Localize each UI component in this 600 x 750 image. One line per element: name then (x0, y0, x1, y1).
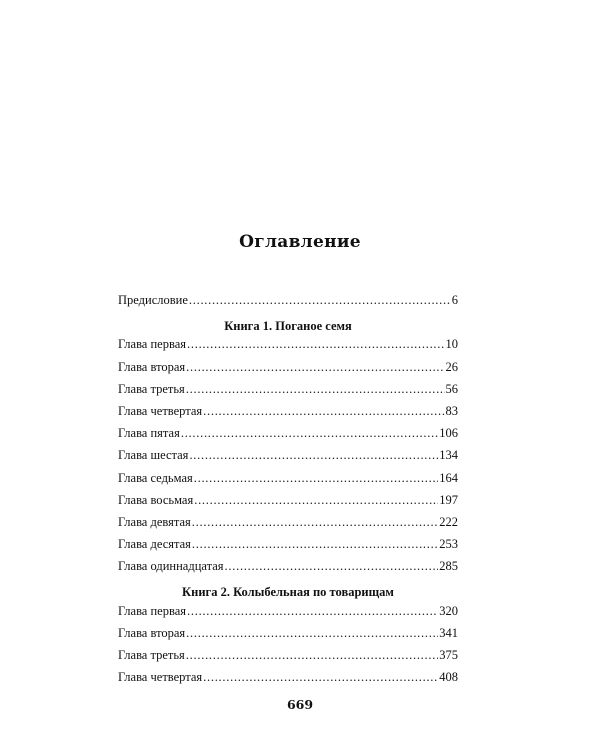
toc-entry-label: Глава одиннадцатая (118, 559, 224, 574)
toc-entry (118, 337, 458, 359)
toc-entry (118, 626, 458, 648)
toc-entry-page: 197 (439, 492, 458, 507)
dot-leader (181, 426, 438, 441)
book-heading: Книга 1. Поганое семя (224, 319, 352, 334)
toc-entry (118, 537, 458, 559)
toc-entry-page: 285 (439, 559, 458, 574)
dot-leader (203, 670, 438, 685)
dot-leader (189, 293, 451, 308)
toc-entry-label: Предисловие (118, 293, 188, 307)
toc-entry (118, 360, 458, 382)
dot-leader (187, 337, 444, 352)
toc-entry-page: 222 (439, 514, 458, 529)
dot-leader (194, 493, 438, 508)
toc-entry (118, 448, 458, 470)
toc-entry-label: Глава шестая (118, 448, 189, 463)
toc-entry-label: Глава третья (118, 648, 185, 662)
toc-entry-page: 56 (445, 381, 458, 396)
dot-leader (203, 404, 444, 419)
toc-entry (118, 670, 458, 692)
dot-leader (192, 515, 438, 530)
dot-leader (189, 448, 438, 463)
toc-entry-page: 375 (439, 648, 458, 662)
table-of-contents (118, 293, 458, 692)
toc-entry-label: Глава седьмая (118, 470, 193, 485)
toc-entry-page: 164 (439, 470, 458, 485)
toc-entry-page: 83 (445, 403, 458, 418)
toc-entry (118, 471, 458, 493)
toc-entry (118, 493, 458, 515)
page-number: 669 (286, 697, 314, 712)
toc-entry (118, 426, 458, 448)
page-title: Оглавление (239, 232, 361, 252)
toc-entry-label: Глава восьмая (118, 492, 194, 507)
toc-entry-page: 6 (451, 293, 458, 307)
toc-entry (118, 404, 458, 426)
toc-entry-page: 106 (439, 426, 458, 441)
toc-entry-label: Глава вторая (118, 625, 186, 640)
toc-entry-page: 253 (439, 537, 458, 552)
book-heading: Книга 2. Колыбельная по товарищам (182, 585, 394, 600)
toc-entry (118, 515, 458, 537)
toc-entry-label: Глава девятая (118, 514, 191, 529)
toc-entry-label: Глава четвертая (118, 670, 203, 685)
toc-entry-label: Глава первая (118, 337, 187, 352)
dot-leader (192, 537, 438, 552)
toc-entry (118, 648, 458, 670)
dot-leader (186, 626, 438, 641)
toc-entry-label: Глава вторая (118, 359, 186, 374)
toc-entry-preface (118, 293, 458, 315)
toc-entry (118, 559, 458, 581)
dot-leader (225, 559, 439, 574)
toc-entry-label: Глава пятая (118, 426, 180, 441)
toc-entry-label: Глава третья (118, 381, 185, 396)
dot-leader (186, 382, 445, 397)
toc-entry (118, 382, 458, 404)
dot-leader (186, 360, 444, 375)
toc-entry-page: 26 (445, 359, 458, 374)
toc-entry (118, 604, 458, 626)
dot-leader (194, 471, 439, 486)
toc-entry-page: 341 (439, 625, 458, 640)
toc-entry-label: Глава десятая (118, 537, 191, 552)
dot-leader (186, 648, 438, 663)
toc-entry-page: 408 (439, 670, 458, 685)
toc-entry-page: 134 (439, 448, 458, 463)
toc-entry-page: 320 (439, 603, 458, 618)
toc-entry-label: Глава первая (118, 603, 187, 618)
dot-leader (187, 604, 438, 619)
toc-entry-label: Глава четвертая (118, 403, 203, 418)
toc-entry-page: 10 (445, 337, 458, 352)
